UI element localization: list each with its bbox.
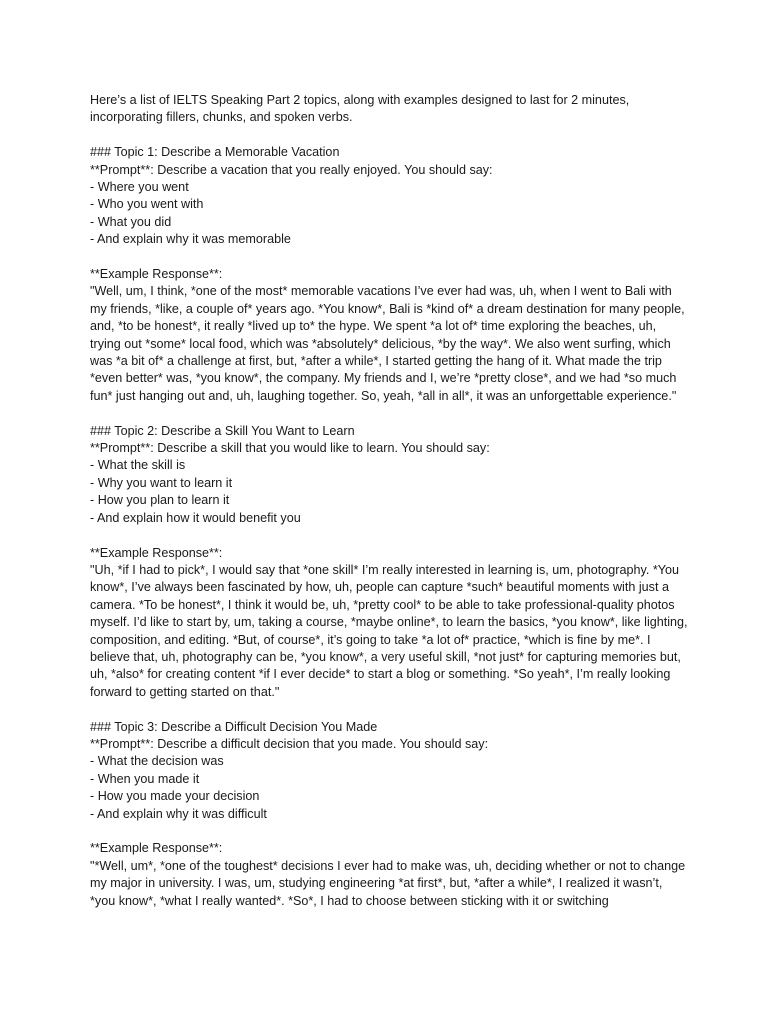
topic-1-response-text: "Well, um, I think, *one of the most* memorable vacations I’ve ever had was, uh, when I went to Bali with my friends, *like, a couple of* years ago. *You know*, Bali is *kind of* a dream destination for many people, and, *to be honest*, it really *lived up to* the hype. We spent *a lot of* time exploring the beaches, uh, trying out *some* local food, which was *absolutely* delicious, *by the way*. We also went surfing, which was *a bit of* a challenge at first, but, *after a while*, I started getting the hang of it. What made the trip *even better* was, *you know*, the company. My friends and I, we’re *pretty close*, and we had *so much fun* just hanging out and, uh, laughing together. So, yeah, *all in all*, it was an unforgettable experience." xyxy=(90,284,685,403)
topic-1-prompt: **Prompt**: Describe a vacation that you really enjoyed. You should say: xyxy=(90,162,493,177)
topic-2-point: - How you plan to learn it xyxy=(90,493,230,508)
topic-1-block xyxy=(90,144,690,248)
topic-2-point: - Why you want to learn it xyxy=(90,475,233,490)
intro-paragraph: Here’s a list of IELTS Speaking Part 2 topics, along with examples designed to last for 2 minutes, incorporating fillers, chunks, and spoken verbs. xyxy=(90,93,630,125)
topic-3-point: - And explain why it was difficult xyxy=(90,806,267,821)
topic-1-point: - Who you went with xyxy=(90,197,204,212)
topic-1-point: - What you did xyxy=(90,214,172,229)
topic-2-heading: ### Topic 2: Describe a Skill You Want to Learn xyxy=(90,423,355,438)
topic-3-point: - When you made it xyxy=(90,771,200,786)
topic-3-block xyxy=(90,719,690,823)
topic-2-response-label: **Example Response**: xyxy=(90,545,223,560)
document-body xyxy=(90,92,690,927)
topic-1-point: - Where you went xyxy=(90,180,189,195)
topic-3-prompt: **Prompt**: Describe a difficult decision that you made. You should say: xyxy=(90,736,489,751)
topic-1-heading: ### Topic 1: Describe a Memorable Vacation xyxy=(90,145,340,160)
topic-1-response-label: **Example Response**: xyxy=(90,267,223,282)
topic-3-response-block xyxy=(90,840,690,910)
topic-2-prompt: **Prompt**: Describe a skill that you would like to learn. You should say: xyxy=(90,441,490,456)
topic-2-point: - What the skill is xyxy=(90,458,186,473)
topic-2-block xyxy=(90,423,690,527)
topic-3-heading: ### Topic 3: Describe a Difficult Decision You Made xyxy=(90,719,378,734)
topic-3-response-text: "*Well, um*, *one of the toughest* decisions I ever had to make was, uh, deciding whether or not to change my major in university. I was, um, studying engineering *at first*, but, *after a while*, I realized it wasn’t, *you know*, *what I really wanted*. *So*, I had to choose between sticking with it or switching xyxy=(90,858,686,908)
topic-2-response-block xyxy=(90,545,690,702)
topic-2-response-text: "Uh, *if I had to pick*, I would say that *one skill* I’m really interested in learning is, um, photography. *You know*, I’ve always been fascinated by how, uh, people can capture *such* beautiful moments with just a camera. *To be honest*, I think it would be, uh, *pretty cool* to be able to take professional-quality photos myself. I’d like to start by, um, taking a course, *maybe online*, to learn the basics, *you know*, like lighting, composition, and editing. *But, of course*, it’s going to take *a lot of* practice, *which is fine by me*. I believe that, uh, photography can be, *you know*, a very useful skill, *not just* for capturing memories but, uh, *also* for creating content *if I ever decide* to start a blog or something. *So yeah*, I’m really looking forward to getting started on that." xyxy=(90,562,688,699)
topic-2-point: - And explain how it would benefit you xyxy=(90,510,301,525)
topic-1-point: - And explain why it was memorable xyxy=(90,232,291,247)
topic-1-response-block xyxy=(90,266,690,405)
topic-3-point: - How you made your decision xyxy=(90,789,260,804)
topic-3-response-label: **Example Response**: xyxy=(90,841,223,856)
topic-3-point: - What the decision was xyxy=(90,754,224,769)
